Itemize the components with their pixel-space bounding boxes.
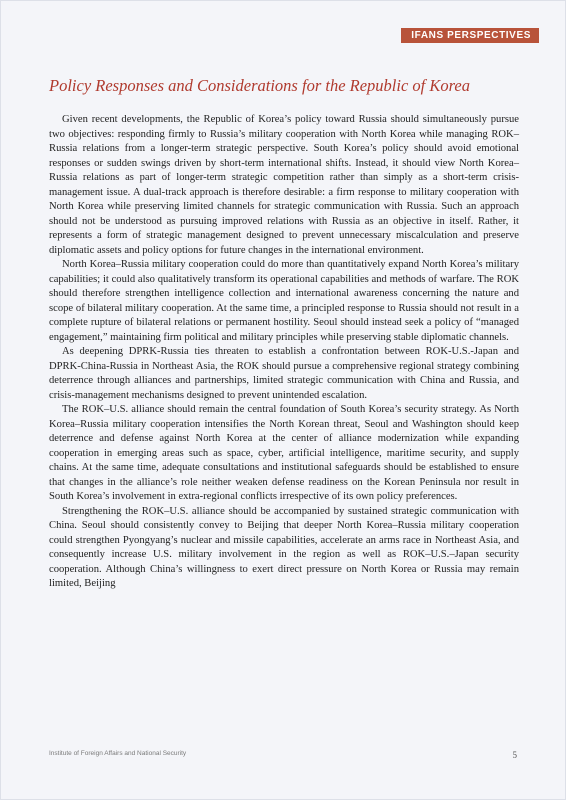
series-label: IFANS PERSPECTIVES — [401, 28, 539, 43]
section-title: Policy Responses and Considerations for the Republic of Korea — [49, 76, 471, 95]
paragraph: Strengthening the ROK–U.S. alliance should be accompanied by sustained strategic communication with China. Seoul should consistently convey to Beijing that deeper North Korea–Russia military cooperation could strengthen Pyongyang’s nuclear and missile capabilities, accelerate an arms race in Northeast Asia, and consequently increase U.S. military involvement in the region as well as ROK–U.S.–Japan security cooperation. Although China’s willingness to exert direct pressure on North Korea or Russia may remain limited, Beijing — [49, 505, 519, 589]
paragraph: The ROK–U.S. alliance should remain the central foundation of South Korea’s security strategy. As North Korea–Russia military cooperation intensifies the North Korean threat, Seoul and Washington should keep deterrence and defense against North Korea at the center of alliance modernization while expanding cooperation in emerging areas such as space, cyber, artificial intelligence, maritime security, and supply chains. At the same time, adequate consultations and institutional safeguards should be established to ensure that changes in the alliance’s role neither weaken defense readiness on the Korean Peninsula nor result in South Korea’s involvement in extra-regional conflicts irrespective of its own policy preferences. — [49, 404, 519, 502]
body-text — [49, 113, 519, 592]
page-number: 5 — [512, 750, 517, 760]
paragraph: North Korea–Russia military cooperation could do more than quantitatively expand North Korea’s military capabilities; it could also qualitatively transform its operational capabilities and methods of warfare. The ROK should therefore strengthen intelligence collection and international awareness concerning the nature and scope of bilateral military cooperation. At the same time, a principled response to Russia should not result in a complete rupture of bilateral relations or permanent hostility. Seoul should instead seek a policy of “managed engagement,” maintaining firm political and military principles while preserving stable diplomatic channels. — [49, 259, 519, 343]
paragraph: Given recent developments, the Republic of Korea’s policy toward Russia should simultaneously pursue two objectives: responding firmly to Russia’s military cooperation with North Korea while managing ROK–Russia relations from a longer-term strategic perspective. South Korea’s policy should avoid emotional responses or sudden swings driven by short-term international shifts. Instead, it should view North Korea–Russia relations as part of longer-term strategic competition rather than simply as a short-term crisis-management issue. A dual-track approach is therefore desirable: a firm response to military cooperation with North Korea while preserving limited channels for strategic communication with Russia. Such an approach should not be understood as pursuing improved relations with Russia as an objective in itself. Rather, it represents a form of strategic management designed to prevent unnecessary miscalculation and preserve diplomatic assets and policy options for future changes in the international environment. — [49, 114, 519, 256]
footer-institution: Institute of Foreign Affairs and National Security — [49, 750, 187, 757]
paragraph: As deepening DPRK-Russia ties threaten to establish a confrontation between ROK-U.S.-Japan and DPRK-China-Russia in Northeast Asia, the ROK should pursue a comprehensive regional strategy combining deterrence through alliances and partnerships, limited strategic communication with China and Russia, and crisis-management mechanisms designed to prevent unintended escalation. — [49, 346, 519, 401]
